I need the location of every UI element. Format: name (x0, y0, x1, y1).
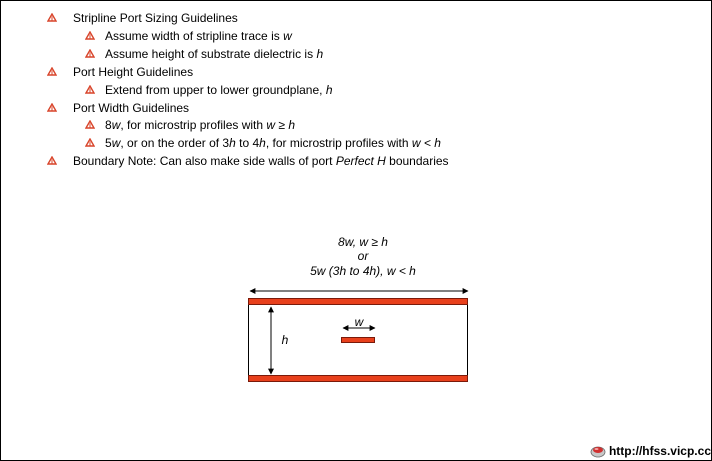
bullet-text: Extend from upper to lower groundplane, (105, 83, 326, 97)
footer (590, 444, 711, 458)
italic-symbol: h (259, 136, 266, 150)
diagram-graphics (1, 1, 711, 460)
height-label: h (281, 333, 289, 347)
top-groundplane (249, 299, 468, 305)
bullet-text: Stripline Port Sizing Guidelines (73, 11, 238, 25)
port-width-label-3: 5w (3h to 4h), w < h (310, 264, 416, 278)
bullet-text: , or on the order of 3 (120, 136, 230, 150)
bullet-text: Assume width of stripline trace is (105, 29, 284, 43)
italic-symbol: w < h (411, 136, 441, 150)
italic-symbol: h (229, 136, 236, 150)
bottom-groundplane (249, 376, 468, 382)
footer-url[interactable]: http://hfss.vicp.cc (608, 444, 711, 458)
bullet-text: 8 (105, 118, 112, 132)
italic-symbol: Perfect H (335, 154, 386, 168)
port-width-label-1: 8w, w ≥ h (338, 235, 388, 249)
globe-logo-icon (590, 444, 606, 458)
bullet-text: Boundary Note: Can also make side walls of port (73, 154, 336, 168)
italic-symbol: w (111, 118, 121, 132)
italic-symbol: w (111, 136, 121, 150)
port-width-label-2: or (357, 249, 369, 263)
bullet-text: to 4 (235, 136, 260, 150)
italic-symbol: w ≥ h (266, 118, 295, 132)
stripline-trace (342, 338, 375, 343)
italic-symbol: w (283, 29, 292, 43)
bullet-text: Port Height Guidelines (73, 65, 194, 79)
bullet-text: 5 (105, 136, 112, 150)
bullet-text: , for microstrip profiles with (265, 136, 412, 150)
bullet-text: , for microstrip profiles with (120, 118, 267, 132)
italic-symbol: h (316, 47, 324, 61)
bullet-text: Port Width Guidelines (73, 101, 190, 115)
stripline-port-diagram (1, 1, 711, 460)
italic-symbol: h (325, 83, 333, 97)
bullet-text: boundaries (385, 154, 449, 168)
bullet-text: Assume height of substrate dielectric is (105, 47, 317, 61)
trace-width-label: w (354, 315, 364, 329)
